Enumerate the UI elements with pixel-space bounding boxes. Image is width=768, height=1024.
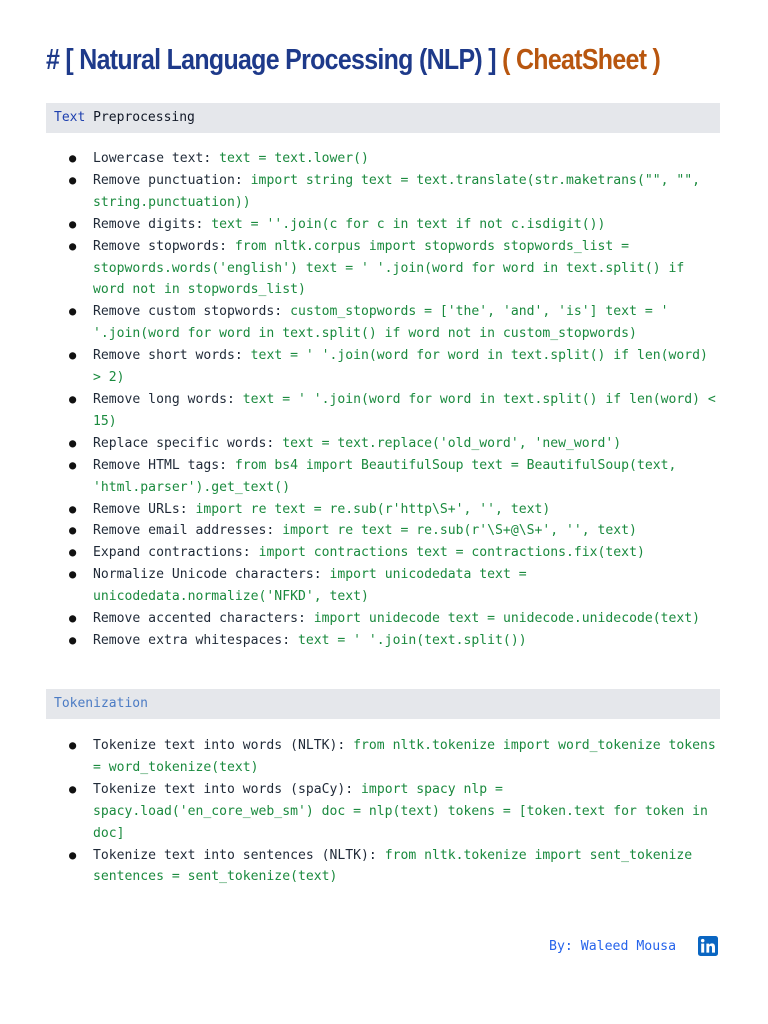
list-item — [46, 236, 720, 302]
bullet-icon: ● — [69, 304, 77, 319]
text-preprocessing-list — [46, 148, 720, 652]
bullet-icon: ● — [69, 545, 77, 560]
item-code: text = text.replace('old_word', 'new_word') — [282, 435, 622, 451]
bullet-icon: ● — [69, 632, 77, 647]
bullet-icon: ● — [69, 435, 77, 450]
section-header-tokenization — [46, 689, 720, 719]
item-code: import spacy nlp = spacy.load('en_core_web_sm') doc = nlp(text) tokens = [token.text for token in doc] — [93, 781, 708, 841]
section-header-word: Preprocessing — [85, 110, 195, 125]
item-label: Tokenize text into words (NLTK): — [93, 738, 346, 753]
list-item — [46, 433, 720, 455]
item-label: Remove digits: — [93, 216, 204, 232]
item-label: Remove long words: — [93, 391, 235, 407]
item-code: custom_stopwords = ['the', 'and', 'is'] text = ' '.join(word for word in text.split() if word not in custom_stopwords) — [93, 304, 669, 342]
item-label: Remove short words: — [93, 348, 243, 364]
list-item — [46, 542, 720, 564]
bullet-icon: ● — [69, 348, 77, 363]
item-label: Normalize Unicode characters: — [93, 567, 322, 583]
list-item — [46, 520, 720, 542]
item-label: Remove URLs: — [93, 501, 188, 517]
list-item — [46, 301, 720, 345]
item-label: Lowercase text: — [93, 151, 212, 166]
list-item — [46, 214, 720, 236]
list-item — [46, 148, 720, 170]
item-code: from nltk.tokenize import word_tokenize tokens = word_tokenize(text) — [93, 738, 716, 775]
title-main: # [ Natural Language Processing (NLP) ] — [46, 44, 503, 76]
bullet-icon: ● — [69, 501, 77, 516]
item-label: Remove stopwords: — [93, 238, 228, 254]
item-code: import unidecode text = unidecode.unidecode(text) — [313, 611, 701, 627]
list-item — [46, 845, 720, 889]
list-item — [46, 499, 720, 521]
bullet-icon: ● — [69, 611, 77, 626]
list-item — [46, 170, 720, 214]
bullet-icon: ● — [69, 216, 77, 231]
bullet-icon: ● — [69, 781, 77, 796]
bullet-icon: ● — [69, 238, 77, 253]
bullet-icon: ● — [69, 523, 77, 538]
section-header-word: Tokenization — [54, 696, 148, 711]
item-code: text = ''.join(c for c in text if not c.isdigit()) — [211, 216, 606, 232]
item-label: Remove email addresses: — [93, 523, 275, 539]
item-code: import string text = text.translate(str.maketrans("", "", string.punctuation)) — [93, 172, 701, 210]
page-title — [46, 44, 660, 77]
author-byline: By: Waleed Mousa — [549, 939, 677, 954]
item-label: Remove custom stopwords: — [93, 304, 283, 320]
title-accent: ( CheatSheet ) — [502, 44, 661, 76]
bullet-icon: ● — [69, 738, 77, 752]
item-label: Tokenize text into words (spaCy): — [93, 781, 354, 797]
list-item — [46, 630, 720, 652]
list-item — [46, 455, 720, 499]
item-label: Replace specific words: — [93, 435, 275, 451]
list-item — [46, 608, 720, 630]
list-item — [46, 779, 720, 845]
item-code: import re text = re.sub(r'http\S+', '', text) — [195, 501, 551, 517]
list-item — [46, 735, 720, 779]
item-code: text = ' '.join(word for word in text.split() if len(word) < 15) — [93, 391, 716, 429]
bullet-icon: ● — [69, 457, 77, 472]
section-header-text-preprocessing — [46, 103, 720, 133]
list-item — [46, 389, 720, 433]
list-item — [46, 564, 720, 608]
item-label: Remove HTML tags: — [93, 457, 228, 473]
item-code: import re text = re.sub(r'\S+@\S+', '', text) — [282, 523, 637, 539]
item-code: text = ' '.join(word for word in text.split() if len(word) > 2) — [93, 348, 708, 386]
bullet-icon: ● — [69, 172, 77, 187]
item-code: from nltk.corpus import stopwords stopwords_list = stopwords.words('english') text = ' '.join(word for word in text.split() if word not in stopwords_list) — [93, 238, 685, 298]
bullet-icon: ● — [69, 151, 77, 165]
item-code: import contractions text = contractions.fix(text) — [258, 545, 645, 561]
item-label: Tokenize text into sentences (NLTK): — [93, 847, 377, 863]
list-item — [46, 345, 720, 389]
linkedin-icon[interactable] — [698, 936, 718, 956]
item-code: from nltk.tokenize import sent_tokenize sentences = sent_tokenize(text) — [93, 847, 693, 885]
item-label: Remove punctuation: — [93, 172, 243, 188]
item-code: text = text.lower() — [219, 151, 369, 166]
item-code: import unicodedata text = unicodedata.normalize('NFKD', text) — [93, 567, 527, 605]
item-label: Remove accented characters: — [93, 611, 306, 627]
item-label: Expand contractions: — [93, 545, 251, 561]
item-code: text = ' '.join(text.split()) — [297, 632, 527, 648]
section-header-word: Text — [54, 110, 86, 125]
bullet-icon: ● — [69, 847, 77, 862]
item-code: from bs4 import BeautifulSoup text = BeautifulSoup(text, 'html.parser').get_text() — [93, 457, 677, 495]
bullet-icon: ● — [69, 567, 77, 582]
bullet-icon: ● — [69, 391, 77, 406]
tokenization-list — [46, 735, 720, 888]
item-label: Remove extra whitespaces: — [93, 632, 291, 648]
